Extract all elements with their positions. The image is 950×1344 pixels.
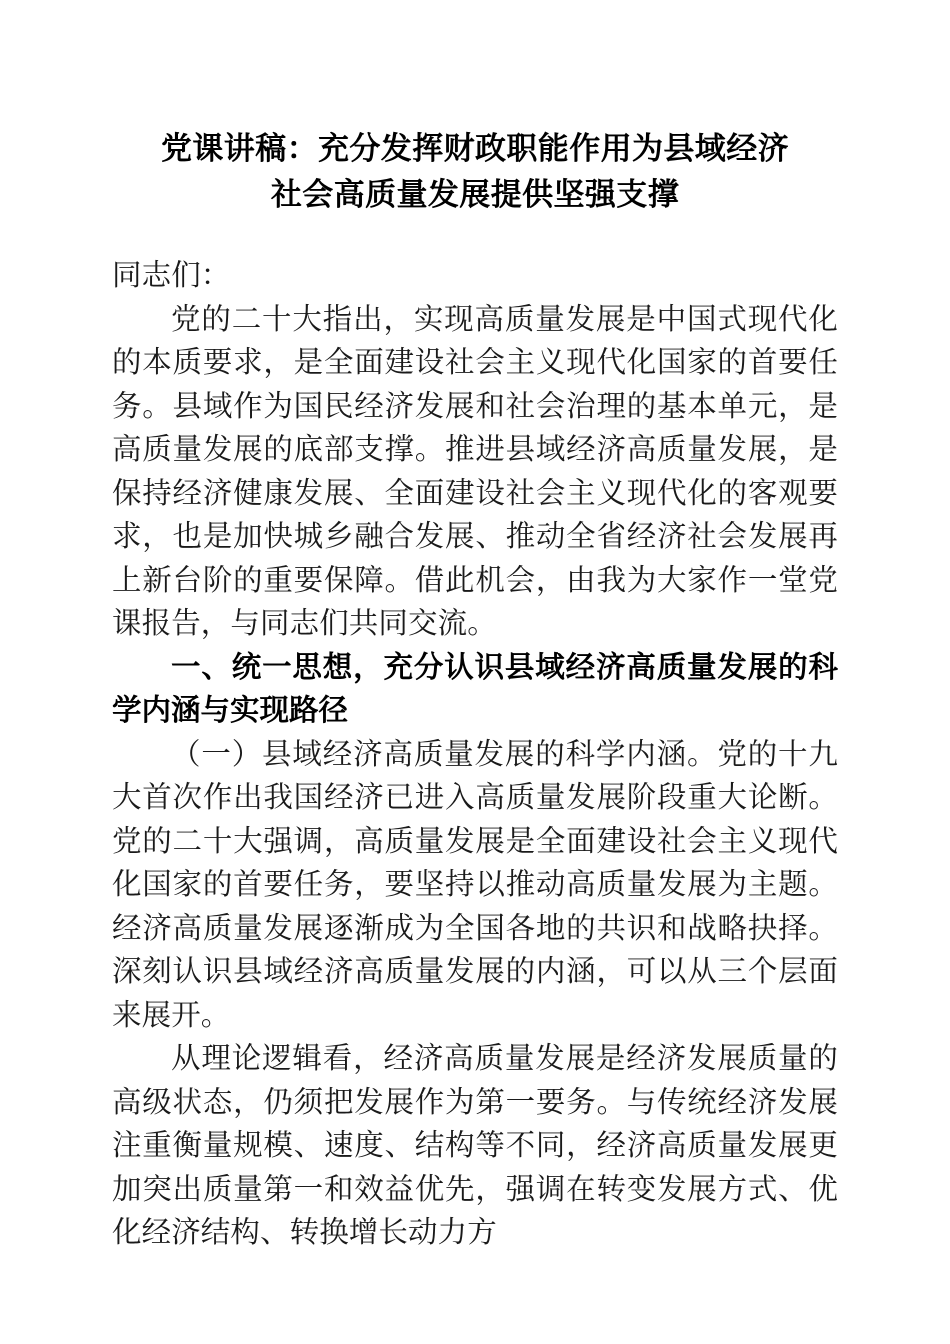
page-title-line-2: 社会高质量发展提供坚强支撑 bbox=[270, 177, 680, 212]
paragraph-theory-logic: 从理论逻辑看，经济高质量发展是经济发展质量的高级状态，仍须把发展作为第一要务。与传统经济发展注重衡量规模、速度、结构等不同，经济高质量发展更加突出质量第一和效益优先，强调在转变发展方式、优化经济结构、转换增长动力方 bbox=[112, 1041, 838, 1249]
salutation: 同志们： bbox=[112, 258, 231, 292]
paragraph-intro: 党的二十大指出，实现高质量发展是中国式现代化的本质要求，是全面建设社会主义现代化国家的首要任务。县域作为国民经济发展和社会治理的基本单元，是高质量发展的底部支撑。推进县域经济高质量发展，是保持经济健康发展、全面建设社会主义现代化的客观要求，也是加快城乡融合发展、推动全省经济社会发展再上新台阶的重要保障。借此机会，由我为大家作一堂党课报告，与同志们共同交流。 bbox=[112, 301, 838, 640]
paragraph-subsection-1-1: （一）县域经济高质量发展的科学内涵。党的十九大首次作出我国经济已进入高质量发展阶段重大论断。党的二十大强调，高质量发展是全面建设社会主义现代化国家的首要任务，要坚持以推动高质量发展为主题。经济高质量发展逐渐成为全国各地的共识和战略抉择。深刻认识县域经济高质量发展的内涵，可以从三个层面来展开。 bbox=[112, 736, 838, 1032]
page-title-line-1: 党课讲稿：充分发挥财政职能作用为县域经济 bbox=[161, 131, 789, 166]
document-content-column bbox=[112, 0, 838, 1255]
section-heading-1: 一、统一思想，充分认识县域经济高质量发展的科学内涵与实现路径 bbox=[112, 650, 838, 727]
document-body bbox=[112, 254, 838, 1255]
page-title bbox=[112, 0, 838, 218]
